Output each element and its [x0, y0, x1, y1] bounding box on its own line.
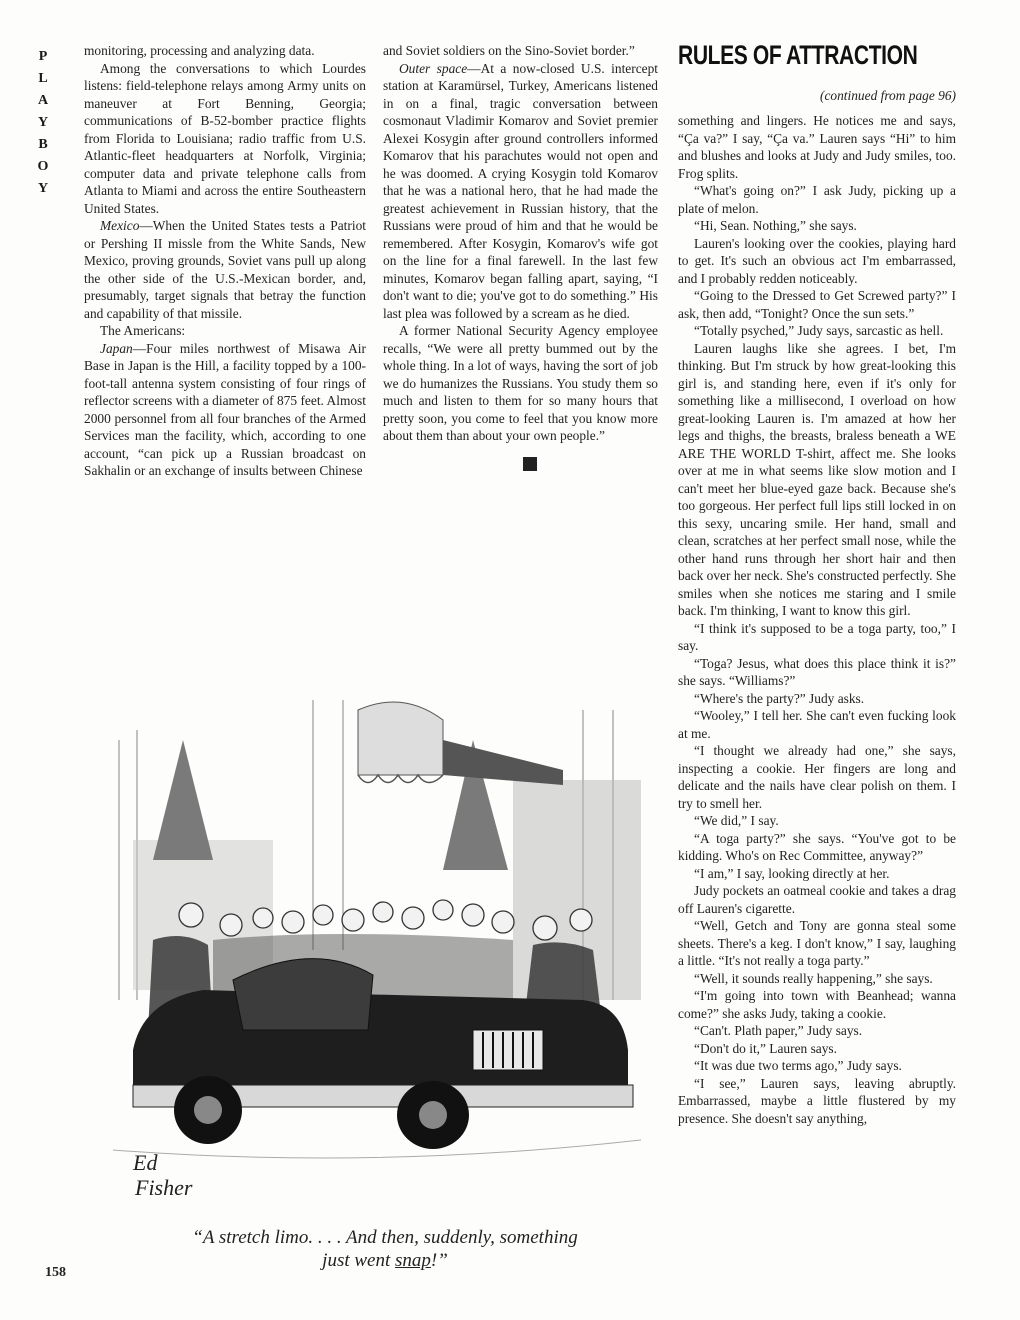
article-paragraph	[678, 882, 956, 917]
cartoon-illustration	[113, 700, 641, 1212]
article-paragraph	[678, 340, 956, 620]
magazine-side-title	[30, 46, 56, 200]
paragraph-text: “Well, it sounds really happening,” she says.	[694, 970, 933, 986]
paragraph-text: A former National Security Agency employee recalls, “We were all pretty bummed out by the whole thing. In a lot of ways, having the sort of job we do humanizes the Russians. You study them so much and listen to them for so many hours that pretty soon, you come to feel that you know more about them than about your own people.”	[383, 323, 658, 443]
paragraph-text: “A toga party?” she says. “You've got to be kidding. Who's on Rec Committee, anyway?”	[678, 830, 956, 863]
paragraph-text: “Totally psyched,” Judy says, sarcastic as hell.	[694, 323, 944, 338]
paragraph-text: Lauren's looking over the cookies, playing hard to get. It's such an obvious act I'm embarrassed, and I probably redden noticeably.	[678, 235, 956, 286]
article-paragraph	[678, 287, 956, 322]
article-paragraph	[678, 830, 956, 865]
cartoon-caption	[150, 1226, 620, 1272]
side-title-letter: P	[38, 49, 48, 64]
article-paragraph	[678, 1057, 956, 1075]
article-paragraph	[678, 865, 956, 883]
paragraph-text: “We did,” I say.	[694, 813, 779, 828]
article-paragraph	[383, 42, 658, 60]
article-paragraph	[84, 60, 366, 218]
side-title-letter: Y	[37, 181, 49, 196]
article-paragraph	[84, 322, 366, 340]
article-paragraph	[678, 917, 956, 970]
paragraph-text: Lauren laughs like she agrees. I bet, I'm thinking. But I'm struck by how great-looking this girl is, and standing here, even if it's only for something like a millisecond, I overload on how great-looking Lauren is. I'm amazed at how her legs and thighs, the breasts, braless beneath a WE ARE THE WORLD T-shirt, affect me. She looks over at me in what seems like slow motion and I can't meet her blue-eyed gaze back. Because she's too gorgeous. Her perfect full lips still locked in on this sexy, uncaring smile. Her hand, small and clean, scratches at her perfect small nose, while the other hand runs through her short hair and then back over her neck. She's constructed perfectly. She smiles when she notices me staring and I smile back. I'm thinking, I want to know this girl.	[678, 340, 956, 618]
paragraph-text: “I see,” Lauren says, leaving abruptly. Embarrassed, maybe a little flustered by my presence. She doesn't say anything,	[678, 1075, 956, 1126]
caption-underlined-word: snap	[395, 1250, 431, 1271]
article-paragraph	[678, 987, 956, 1022]
svg-text:Fisher: Fisher	[135, 1175, 193, 1200]
paragraph-text: “I think it's supposed to be a toga party, too,” I say.	[678, 620, 956, 653]
paragraph-text: —When the United States tests a Patriot or Pershing II missle from the White Sands, New Mexico, proving grounds, Soviet vans pull up along the other side of the U.S.-Mexican border, and, presumably, target signals that betray the function and capability of that missile.	[84, 218, 366, 321]
article-column-2	[383, 42, 658, 471]
paragraph-text: “Can't. Plath paper,” Judy says.	[694, 1023, 863, 1038]
paragraph-text: “Hi, Sean. Nothing,” she says.	[694, 218, 857, 233]
article-paragraph	[678, 1022, 956, 1040]
article-paragraph	[678, 235, 956, 288]
paragraph-text: “I thought we already had one,” she says, inspecting a cookie. Her fingers are long and delicate and the nails have clear polish on them. I try to smell her.	[678, 743, 956, 811]
paragraph-lead: Outer space	[399, 60, 468, 76]
paragraph-text: “I'm going into town with Beanhead; wanna come?” she asks Judy, taking a cookie.	[678, 988, 956, 1021]
cartoon-signature: Ed	[133, 1150, 158, 1175]
caption-line-1: “A stretch limo. . . . And then, suddenly, something	[192, 1227, 578, 1248]
article-paragraph	[678, 182, 956, 217]
article-paragraph	[678, 322, 956, 340]
paragraph-text: Judy pockets an oatmeal cookie and takes a drag off Lauren's cigarette.	[678, 883, 956, 916]
paragraph-text: “Wooley,” I tell her. She can't even fucking look at me.	[678, 708, 956, 741]
caption-line-2: just went	[322, 1250, 396, 1271]
article-paragraph	[678, 1075, 956, 1128]
article-paragraph	[84, 217, 366, 322]
article-paragraph	[678, 742, 956, 812]
paragraph-text: “Going to the Dressed to Get Screwed party?” I ask, then add, “Tonight? Once the sun sets.”	[678, 288, 956, 321]
paragraph-text: monitoring, processing and analyzing data.	[84, 43, 315, 58]
article-paragraph	[678, 655, 956, 690]
paragraph-text: The Americans:	[100, 323, 186, 338]
article-paragraph	[383, 322, 658, 471]
side-title-letter: L	[38, 71, 48, 86]
caption-line-2-end: !”	[430, 1250, 448, 1271]
paragraph-lead: Mexico	[100, 218, 140, 233]
article-paragraph	[678, 690, 956, 708]
article-paragraph	[678, 217, 956, 235]
article-paragraph	[678, 1040, 956, 1058]
continued-from-note: (continued from page 96)	[820, 88, 956, 103]
article-headline: RULES OF ATTRACTION	[678, 40, 918, 70]
article-column-1	[84, 42, 366, 480]
paragraph-text: something and lingers. He notices me and says, “Ça va?” I say, “Ça va.” Lauren says “Hi” to him and blushes and looks at Judy and Judy smiles, too. Frog splits.	[678, 113, 956, 181]
paragraph-text: —At a now-closed U.S. intercept station at Karamürsel, Turkey, Americans listened in on a final, tragic conversation between cosmonaut Vladimir Komarov and Soviet premier Alexei Kosygin after ground controllers informed Komarov that his parachutes would not open and he was doomed. A crying Kosygin told Komarov that he was a national hero, that he had made the greatest achievement in Russian history, that the Russians were proud of him and that he would be remembered. After Kosygin, Komarov's wife got on the line for a final farewell. In the last few minutes, Komarov began falling apart, saying, “I don't want to die; you've got to do something.” His last plea was followed by a scream as he died.	[383, 60, 659, 321]
paragraph-text: “What's going on?” I ask Judy, picking up a plate of melon.	[678, 183, 956, 216]
side-title-letter: Y	[37, 115, 49, 130]
end-mark-bunny-icon: ■	[523, 457, 537, 471]
paragraph-lead: Japan	[100, 340, 133, 356]
article-paragraph	[678, 970, 956, 988]
article-paragraph	[678, 707, 956, 742]
paragraph-text: “Well, Getch and Tony are gonna steal some sheets. There's a keg. I don't know,” I say, laughing a little. “It's not really a toga party.”	[678, 918, 956, 968]
article-paragraph	[678, 620, 956, 655]
page-number: 158	[45, 1265, 66, 1280]
paragraph-text: “It was due two terms ago,” Judy says.	[694, 1058, 902, 1073]
side-title-letter: O	[37, 159, 49, 174]
paragraph-text: “I am,” I say, looking directly at her.	[694, 865, 890, 881]
article-paragraph	[678, 812, 956, 830]
side-title-letter: B	[38, 137, 48, 152]
paragraph-text: “Don't do it,” Lauren says.	[694, 1040, 837, 1056]
article-paragraph	[678, 112, 956, 182]
article-paragraph	[84, 42, 366, 60]
paragraph-text: “Toga? Jesus, what does this place think it is?” she says. “Williams?”	[678, 655, 956, 688]
paragraph-text: and Soviet soldiers on the Sino-Soviet border.”	[383, 43, 635, 58]
paragraph-text: Among the conversations to which Lourdes listens: field-telephone relays among Army units on maneuver at Fort Benning, Georgia; communications of B-52-bomber practice flights from Florida to Louisiana; radio traffic from U.S. Atlantic-fleet headquarters at Norfolk, Virginia; computer data and private telephone calls from Atlanta to Miami and across the entire Southeastern United States.	[84, 60, 366, 216]
article-paragraph	[84, 340, 366, 480]
paragraph-text: “Where's the party?” Judy asks.	[694, 690, 865, 706]
article-column-3	[678, 112, 956, 1127]
paragraph-text: —Four miles northwest of Misawa Air Base in Japan is the Hill, a facility topped by a 100-foot-tall antenna system consisting of four rings of reflector screens with a diameter of 875 feet. Almost 2000 personnel from all four branches of the Armed Services man the facility, which, according to one account, “can pick up a Russian broadcast on Sakhalin or an exchange of insults between Chinese	[84, 340, 366, 478]
article-paragraph	[383, 60, 658, 323]
side-title-letter: A	[37, 93, 49, 108]
